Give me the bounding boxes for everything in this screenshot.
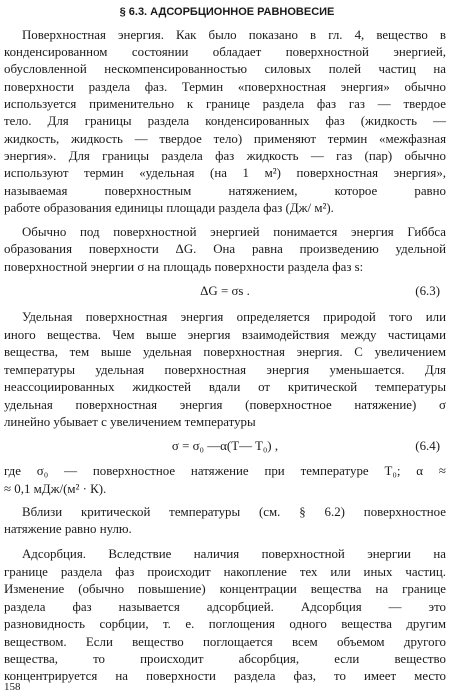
text-line: Обычно под поверхностной энергией понимается энергия Гиббса — [22, 225, 446, 239]
equation-6-4: σ = σ₀ —α(T— T₀) , — [171, 439, 279, 453]
text-line: работе образования единицы площади раздела фаз (Дж/ м²). — [4, 201, 334, 215]
text-line: неассоциированных жидкостей вдали от критической температуры — [4, 380, 446, 394]
text-line: тело. Для границы раздела конденсированных фаз (жидкость — — [4, 114, 446, 128]
text-line: энергия». Для границы раздела фаз жидкость — газ (пар) обычно — [4, 149, 446, 163]
text-line: жидкость, жидкость — твердое тело) применяют термин «межфазная — [4, 132, 446, 146]
text-line: температуры удельная поверхностная энергия уменьшается. Для — [4, 363, 446, 377]
text-line: ≈ 0,1 мДж/(м² · К). — [4, 482, 107, 496]
text-line: используют термин «удельная (на 1 м²) поверхностная энергия», — [4, 166, 446, 180]
text-line: обусловленной нескомпенсированностью силовых полей частиц на — [4, 62, 446, 76]
equation-number: (6.4) — [415, 439, 440, 453]
text-line: называемая поверхностным натяжением, которое равно — [4, 184, 446, 198]
text-line: где σ₀ — поверхностное натяжение при температуре T₀; α ≈ — [4, 464, 446, 478]
text-line: раздела фаз называется адсорбцией. Адсорбция — это — [4, 600, 446, 614]
text-line: Адсорбция. Вследствие наличия поверхностной энергии на — [22, 547, 446, 561]
page-number: 158 — [4, 681, 21, 693]
section-header: § 6.3. АДСОРБЦИОННОЕ РАВНОВЕСИЕ — [119, 6, 335, 18]
text-line: вещества, то происходит абсорбция, если вещество — [4, 652, 446, 666]
text-line: веществом. Если вещество поглощается всем объемом другого — [4, 635, 446, 649]
text-line: Изменение (обычно повышение) концентрации вещества на границе — [4, 582, 446, 596]
text-line: Удельная поверхностная энергия определяется природой того или — [22, 310, 446, 324]
text-line: Вблизи критической температуры (см. § 6.2) поверхностное — [22, 505, 446, 519]
equation-6-3: ΔG = σs . — [200, 284, 250, 298]
text-line: Поверхностная энергия. Как было показано в гл. 4, вещество в — [22, 28, 446, 42]
equation-number: (6.3) — [415, 284, 440, 298]
text-line: границе раздела фаз происходит накопление тех или иных частиц. — [4, 565, 446, 579]
text-line: вещества, тем выше удельная поверхностная энергия. С увеличением — [4, 345, 446, 359]
text-line: используется применительно к границе раздела фаз газ — твердое — [4, 97, 446, 111]
text-line: разновидность сорбции, т. е. поглощения одного вещества другим — [4, 617, 446, 631]
text-line: линейно убывает с увеличением температуры — [4, 415, 256, 429]
text-line: удельная поверхностная энергия (поверхностное натяжение) σ — [4, 398, 446, 412]
text-line: концентрируется на поверхности раздела фаз, то имеет место — [4, 669, 446, 683]
text-line: натяжение равно нулю. — [4, 522, 132, 536]
text-line: иного вещества. Чем выше энергия взаимодействия между частицами — [4, 328, 446, 342]
text-line: поверхностной энергии σ на площадь поверхности раздела фаз s: — [4, 260, 364, 274]
text-line: поверхности раздела фаз. Термин «поверхностная энергия» обычно — [4, 80, 446, 94]
text-line: образования поверхности ΔG. Она равна произведению удельной — [4, 242, 446, 256]
text-line: конденсированном состоянии обладает поверхностной энергией, — [4, 45, 446, 59]
